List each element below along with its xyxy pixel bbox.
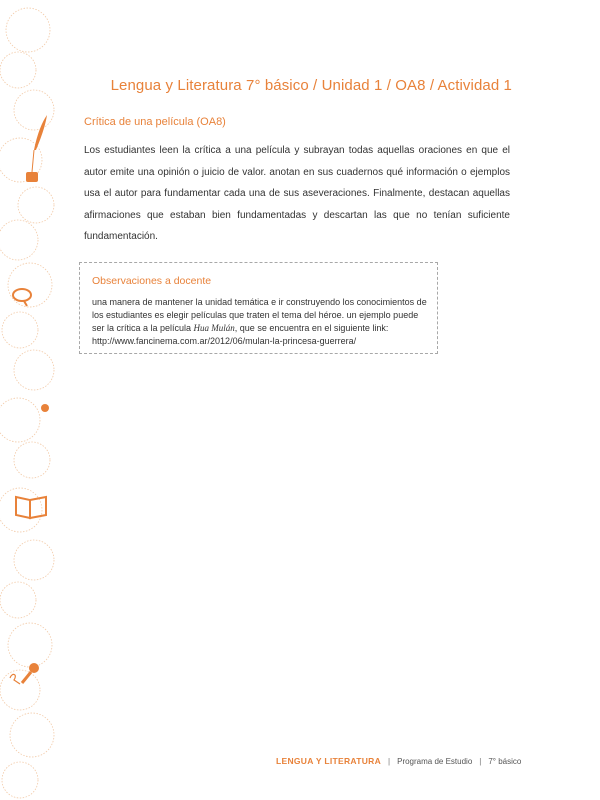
speech-bubble-icon bbox=[13, 289, 31, 306]
teacher-notes-box bbox=[79, 262, 438, 354]
footer-brand: LENGUA Y LITERATURA bbox=[276, 756, 382, 766]
page-title: Lengua y Literatura 7° básico / Unidad 1 / OA8 / Actividad 1 bbox=[110, 77, 512, 94]
activity-description: Los estudiantes leen la crítica a una película y subrayan todas aquellas oraciones en que el autor emite una opinión o juicio de valor. anotan en sus cuadernos qué información o ejemplos usa el autor para fundamentar cada una de sus aseveraciones. Finalmente, destacan aquellas afirmaciones que estaban bien fundamentadas y descartan las que no tenían suficiente fundamentación. bbox=[84, 145, 510, 242]
note-text-after: , que se encuentra en el siguiente link: http://www.fancinema.com.ar/2012/06/mulan-la-princesa-guerrera/ bbox=[92, 323, 389, 346]
open-book-icon bbox=[16, 497, 46, 518]
footer-divider: | bbox=[479, 757, 482, 766]
film-title: Hua Mulán bbox=[193, 323, 235, 333]
quill-inkwell-icon bbox=[26, 115, 47, 182]
teacher-notes-text bbox=[92, 296, 432, 348]
note-text-before: una manera de mantener la unidad temática e ir construyendo los conocimientos de los estudiantes es elegir películas que traten el tema del héroe. un ejemplo puede ser la crítica a la película bbox=[92, 297, 427, 333]
comma-icon bbox=[41, 404, 49, 412]
section-title: Crítica de una película (OA8) bbox=[84, 116, 226, 128]
decorative-margin bbox=[0, 0, 62, 800]
footer-program: Programa de Estudio bbox=[397, 757, 473, 766]
teacher-notes-title: Observaciones a docente bbox=[92, 275, 212, 287]
footer-grade: 7° básico bbox=[488, 757, 522, 766]
footer-divider: | bbox=[388, 757, 391, 766]
page-footer bbox=[276, 756, 521, 766]
